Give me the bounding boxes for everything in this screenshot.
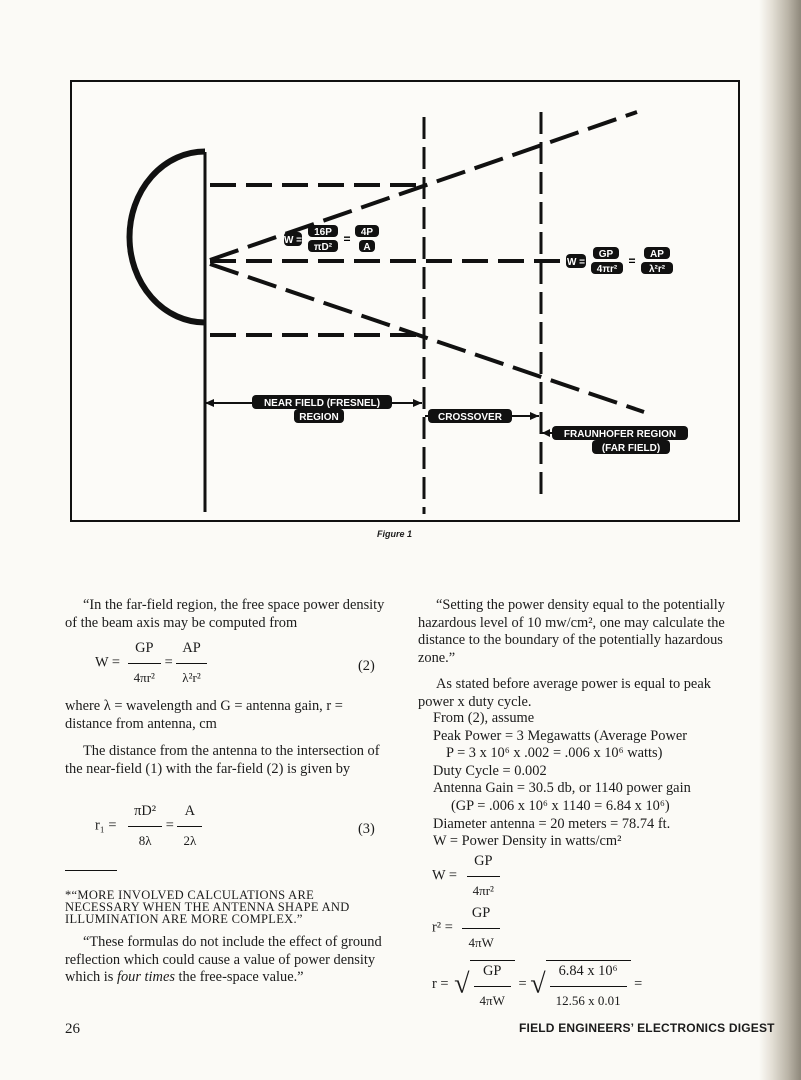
antenna-dish: [130, 152, 205, 322]
page-number: 26: [65, 1021, 80, 1037]
assumption-line-2: Peak Power = 3 Megawatts (Average Power: [433, 727, 688, 744]
svg-text:4πr²: 4πr²: [596, 264, 618, 275]
assumption-line-4: Duty Cycle = 0.002: [433, 762, 547, 779]
left-paragraph-2: where λ = wavelength and G = antenna gain, r = distance from antenna, cm: [65, 698, 343, 732]
assumption-line-8: W = Power Density in watts/cm²: [433, 833, 622, 850]
svg-text:A: A: [363, 242, 371, 253]
figure-caption: Figure 1: [377, 529, 413, 539]
svg-text:GP: GP: [598, 249, 614, 260]
right-paragraph-2: As stated before average power is equal to peak power x duty cycle.: [418, 676, 711, 710]
left-paragraph-4: “These formulas do not include the effect of ground reflection which could cause a value of power density which is four times the free-space value.”: [65, 934, 382, 986]
svg-text:=: =: [628, 254, 636, 268]
page-binding-edge: [759, 0, 801, 1080]
equation-w: W = $\frac{GP}{\text{4πr²}}$: [432, 853, 500, 899]
far-field-equation: [566, 247, 673, 275]
svg-text:FRAUNHOFER REGION: FRAUNHOFER REGION: [563, 429, 677, 440]
svg-text:NEAR FIELD (FRESNEL): NEAR FIELD (FRESNEL): [263, 398, 381, 409]
right-paragraph-1: “Setting the power density equal to the potentially hazardous level of 10 mw/cm², one may calculate the distance to the boundary of the potentially hazardous zone.”: [418, 597, 725, 666]
assumption-line-6: (GP = .006 x 10⁶ x 1140 = 6.84 x 10⁶): [451, 797, 670, 814]
svg-text:W =: W =: [283, 235, 303, 246]
assumption-line-3: P = 3 x 10⁶ x .002 = .006 x 10⁶ watts): [446, 745, 663, 762]
beam-cone-lower: [210, 264, 644, 412]
svg-text:πD²: πD²: [313, 242, 333, 253]
svg-text:λ²r²: λ²r²: [648, 264, 666, 275]
svg-text:W =: W =: [566, 257, 586, 268]
figure-frame: [70, 80, 740, 522]
svg-text:4P: 4P: [360, 227, 374, 238]
svg-text:(FAR FIELD): (FAR FIELD): [601, 443, 661, 454]
near-field-label: [252, 395, 392, 423]
left-paragraph-1: “In the far-field region, the free space power density of the beam axis may be computed from: [65, 597, 385, 631]
equation-2: W = $\frac{GP}{\text{4πr²}}$ = $\frac{AP}{\text{λ²r²}}$ (2): [95, 640, 375, 685]
footnote: *“MORE INVOLVED CALCULATIONS ARE NECESSARY WHEN THE ANTENNA SHAPE AND ILLUMINATION ARE MORE COMPLEX.”: [65, 888, 350, 926]
svg-text:REGION: REGION: [299, 412, 339, 423]
running-footer-title: FIELD ENGINEERS’ ELECTRONICS DIGEST: [519, 1021, 775, 1035]
svg-text:=: =: [343, 232, 351, 246]
svg-text:16P: 16P: [314, 227, 332, 238]
footnote-rule: [65, 870, 117, 871]
svg-text:AP: AP: [650, 249, 664, 260]
far-field-label: [552, 426, 688, 454]
left-paragraph-3: The distance from the antenna to the intersection of the near-field (1) with the far-field (2) is given by: [65, 743, 380, 777]
equation-3: r₁ = $\frac{\text{πD²}}{8\lambda}$ = $\frac{A}{2\lambda}$ (3): [95, 803, 375, 848]
crossover-label: [428, 409, 512, 423]
equation-r: r = √ $\frac{GP}{4\pi W}$ = √ $\frac{\text{6.84 x 10⁶}}{12.56 x 0.01}$ =: [432, 960, 742, 1009]
assumption-line-1: From (2), assume: [433, 710, 535, 726]
assumption-list: [418, 710, 748, 851]
equation-r-squared: r² = $\frac{GP}{4\pi W}$: [432, 905, 500, 951]
svg-text:CROSSOVER: CROSSOVER: [438, 412, 502, 423]
assumption-line-7: Diameter antenna = 20 meters = 78.74 ft.: [433, 815, 671, 832]
assumption-line-5: Antenna Gain = 30.5 db, or 1140 power gain: [433, 780, 691, 797]
antenna-field-diagram: [72, 82, 738, 520]
